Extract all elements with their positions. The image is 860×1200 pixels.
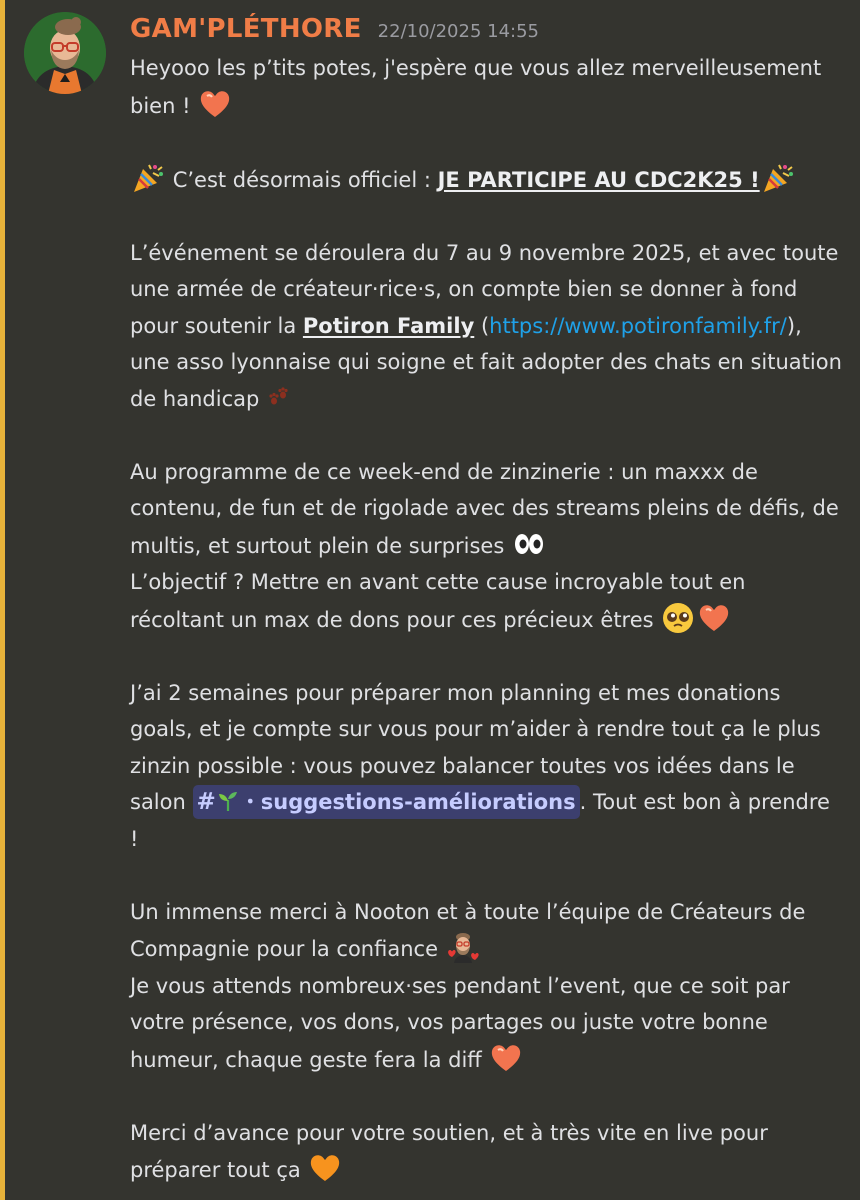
author-name[interactable]: GAM'PLÉTHORE	[130, 14, 362, 44]
eyes-emoji-icon	[512, 527, 546, 561]
program-text-1: Au programme de ce week-end de zinzinerie : un maxxx de contenu, de fun et de rigolade avec des streams pleins de défis, de multis, et surtout plein de surprises	[130, 459, 839, 558]
heart-emoji-icon	[198, 87, 232, 121]
thanks-text-2: Je vous attends nombreux·ses pendant l’event, que ce soit par votre présence, vos dons, vos partages ou juste votre bonne humeur, chaque geste fera la diff	[130, 973, 790, 1072]
announcement-text: C’est désormais officiel :	[172, 167, 431, 192]
seedling-emoji-icon	[216, 789, 240, 813]
message-header	[130, 14, 539, 44]
greeting-text-1: Heyooo les p’tits potes, j'espère que vous allez merveilleusement	[130, 56, 822, 80]
paragraph-announcement	[130, 161, 842, 199]
potiron-family-bold: Potiron Family	[302, 313, 475, 338]
announcement-bold: JE PARTICIPE AU CDC2K25 !	[437, 167, 760, 192]
program-text-2: L’objectif ? Mettre en avant cette cause incroyable tout en récoltant un max de dons pour ces précieux êtres	[130, 570, 746, 632]
mention-highlight-bar	[0, 0, 5, 1200]
paragraph-thanks	[130, 894, 842, 1079]
event-text-2: (	[480, 313, 490, 338]
greeting-text-2: bien !	[130, 93, 191, 118]
planning-text-1: J’ai 2 semaines pour préparer mon planning et mes donations goals, et je compte sur vous pour m’aider à rendre tout ça le plus zinzin possible : vous pouvez balancer toutes vos idées dans le salon	[130, 680, 821, 814]
channel-name: ・suggestions-améliorations	[239, 790, 576, 814]
heart-emoji-icon	[489, 1041, 523, 1075]
paw-prints-emoji-icon	[266, 386, 290, 410]
potiron-family-link[interactable]: https://www.potironfamily.fr/	[489, 313, 787, 338]
thanks-text-1: Un immense merci à Nooton et à toute l’équipe de Créateurs de Compagnie pour la confiance	[130, 899, 806, 961]
channel-mention[interactable]	[193, 785, 580, 819]
message-content	[130, 50, 842, 1189]
channel-hash: #	[196, 789, 216, 815]
event-text-1: L’événement se déroulera du 7 au 9 novembre 2025, et avec toute une armée de créateur·rice·s, on compte bien se donner à fond pour soutenir la	[130, 240, 839, 338]
event-text-3: ), une asso lyonnaise qui soigne et fait adopter des chats en situation de handicap	[130, 313, 842, 411]
party-popper-emoji-icon	[761, 161, 795, 195]
heart-emoji-icon	[697, 601, 731, 635]
paragraph-program	[130, 454, 842, 639]
paragraph-closing	[130, 1115, 842, 1189]
planning-text-2: . Tout est bon à prendre !	[130, 790, 830, 851]
party-popper-emoji-icon	[131, 161, 165, 195]
orange-heart-emoji-icon	[308, 1151, 342, 1185]
paragraph-planning	[130, 675, 842, 858]
paragraph-greeting	[130, 50, 842, 124]
closing-text: Merci d’avance pour votre soutien, et à très vite en live pour préparer tout ça	[130, 1120, 768, 1182]
avatar[interactable]	[24, 12, 106, 94]
paragraph-event	[130, 235, 842, 418]
avatar-hearts-emoji-icon	[446, 930, 480, 964]
message-timestamp[interactable]: 22/10/2025 14:55	[377, 21, 540, 42]
pleading-face-emoji-icon	[661, 601, 695, 635]
